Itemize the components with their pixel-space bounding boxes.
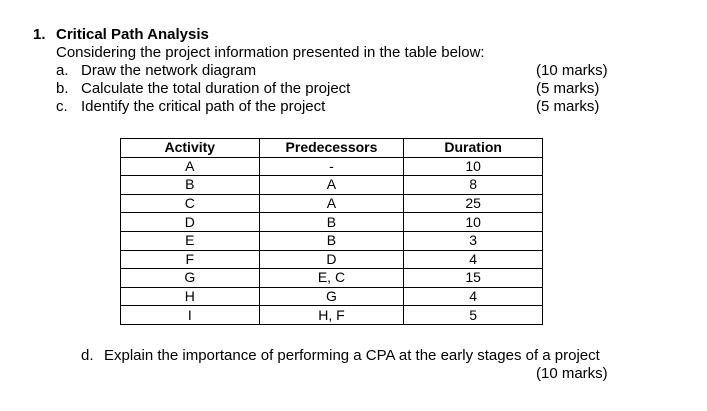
table-row [121, 213, 543, 232]
header-predecessors: Predecessors [259, 139, 404, 158]
part-c-marks: (5 marks) [536, 98, 600, 115]
header-activity: Activity [121, 139, 260, 158]
duration-cell: 10 [404, 213, 543, 232]
table-row [121, 176, 543, 195]
part-b-letter: b. [56, 80, 69, 97]
duration-cell: 10 [404, 157, 543, 176]
predecessors-cell: B [259, 213, 404, 232]
table-row [121, 287, 543, 306]
predecessors-cell: A [259, 194, 404, 213]
part-d-letter: d. [81, 347, 94, 364]
table-row [121, 194, 543, 213]
question-intro: Considering the project information presented in the table below: [56, 44, 485, 61]
duration-cell: 25 [404, 194, 543, 213]
duration-cell: 4 [404, 250, 543, 269]
part-b-text: Calculate the total duration of the project [81, 80, 351, 97]
header-duration: Duration [404, 139, 543, 158]
activity-table [120, 138, 543, 325]
table-row [121, 157, 543, 176]
table-row [121, 231, 543, 250]
activity-cell: B [121, 176, 260, 195]
duration-cell: 15 [404, 269, 543, 288]
duration-cell: 4 [404, 287, 543, 306]
activity-cell: A [121, 157, 260, 176]
predecessors-cell: D [259, 250, 404, 269]
activity-cell: C [121, 194, 260, 213]
part-b-marks: (5 marks) [536, 80, 600, 97]
predecessors-cell: E, C [259, 269, 404, 288]
table-row [121, 306, 543, 325]
activity-cell: D [121, 213, 260, 232]
part-a-marks: (10 marks) [536, 62, 608, 79]
table-row [121, 269, 543, 288]
duration-cell: 8 [404, 176, 543, 195]
part-d-marks: (10 marks) [536, 365, 608, 382]
activity-cell: E [121, 231, 260, 250]
predecessors-cell: B [259, 231, 404, 250]
question-number: 1. [33, 26, 46, 43]
duration-cell: 3 [404, 231, 543, 250]
duration-cell: 5 [404, 306, 543, 325]
table-header-row [121, 139, 543, 158]
part-c-text: Identify the critical path of the project [81, 98, 326, 115]
predecessors-cell: A [259, 176, 404, 195]
table-row [121, 250, 543, 269]
part-d-text: Explain the importance of performing a CPA at the early stages of a project [104, 347, 600, 364]
predecessors-cell: H, F [259, 306, 404, 325]
activity-cell: F [121, 250, 260, 269]
part-c-letter: c. [56, 98, 68, 115]
predecessors-cell: - [259, 157, 404, 176]
predecessors-cell: G [259, 287, 404, 306]
part-a-letter: a. [56, 62, 69, 79]
question-title: Critical Path Analysis [56, 26, 209, 43]
activity-cell: G [121, 269, 260, 288]
activity-cell: I [121, 306, 260, 325]
part-a-text: Draw the network diagram [81, 62, 257, 79]
activity-cell: H [121, 287, 260, 306]
